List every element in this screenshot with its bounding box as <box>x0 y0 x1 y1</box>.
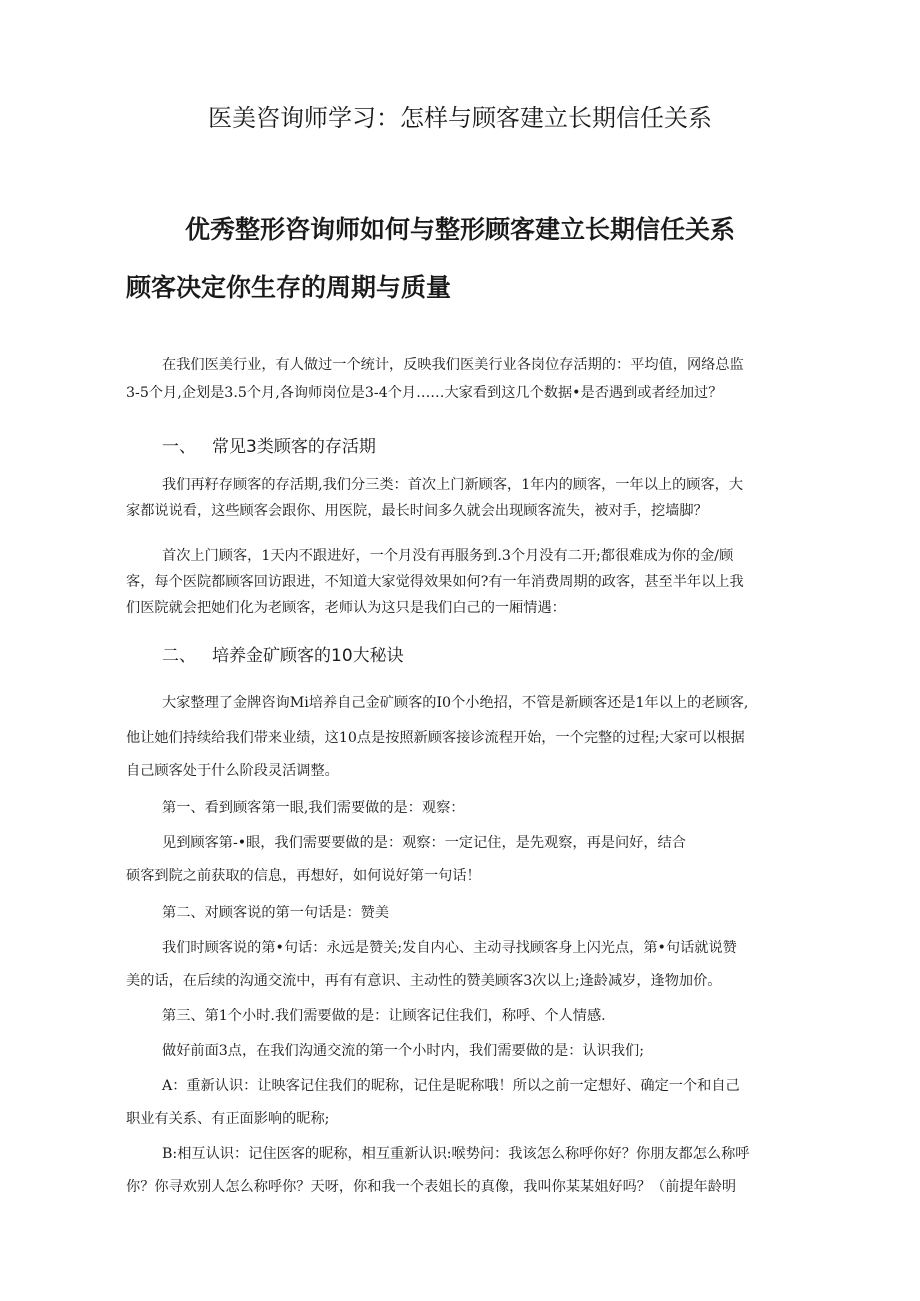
document-subheading: 顾客决定你生存的周期与质量 <box>126 273 452 302</box>
itemB-line-1: B:相互认识：记住医客的昵称，相互重新认识:喉势问：我该怎么称呼你好？你朋友都怎么称呼 <box>162 1146 750 1162</box>
itemA-line-1: A：重新认识：让映客记住我们的昵称，记住是昵称哦！所以之前一定想好、确定一个和自己 <box>162 1078 740 1094</box>
itemA-line-2: 职业有关系、有正面影响的昵称; <box>126 1111 330 1127</box>
intro-line-2: 3-5个月,企划是3.5个月,各询师岗位是3-4个月……大家看到这几个数据•是否遇到或者经加过？ <box>126 385 723 401</box>
s1p1-line-1: 我们再籽存顾客的存活期,我们分三类：首次上门新顾客，1年内的顾客，一年以上的顾客，大 <box>162 477 744 493</box>
item2-title: 第二、对顾客说的第一句话是：赞美 <box>162 905 390 921</box>
section-label: 培养金矿顾客的10大秘诀 <box>212 646 404 666</box>
item3-title: 第三、第1个小时.我们需要做的是：让顾客记住我们，称呼、个人情感. <box>162 1008 606 1024</box>
item2-line-2: 美的话，在后续的沟通交流中，再有有意识、主动性的赞美顾客3次以上;逢龄减岁，逢物加价。 <box>126 973 722 989</box>
item3-body: 做好前面3点，在我们沟通交流的第一个小时内，我们需要做的是：认识我们; <box>162 1043 644 1059</box>
section-heading-1 <box>162 432 376 457</box>
document-subtitle: 优秀整形咨询师如何与整形顾客建立长期信任关系 <box>184 215 735 244</box>
section-heading-2 <box>162 641 404 666</box>
s2p1-line-1: 大家整理了金牌咨询Mi培养自己金矿顾客的I0个小绝招，不管是新顾客还是1年以上的老顾客, <box>162 695 749 711</box>
intro-line-1: 在我们医美行业，有人做过一个统计，反映我们医美行业各岗位存活期的：平均值，网络总监 <box>162 357 744 373</box>
section-number: 二、 <box>162 646 196 666</box>
s2p1-line-3: 自己顾客处于什么阶段灵活调整。 <box>126 763 339 779</box>
s1p2-line-1: 首次上门顾客，1天内不跟进好，一个月没有再服务到.3个月没有二开;都很难成为你的金/顾 <box>162 548 734 564</box>
section-number: 一、 <box>162 437 196 457</box>
itemB-line-2: 你？你寻欢别人怎么称呼你？天呀，你和我一个表姐长的真像，我叫你某某姐好吗？（前提年龄明 <box>126 1179 737 1195</box>
s1p1-line-2: 家都说说看，这些顾客会跟你、用医院，最长时间多久就会出现顾客流失，被对手，挖墙脚？ <box>126 503 708 519</box>
document-title: 医美咨询师学习：怎样与顾客建立长期信任关系 <box>208 104 712 132</box>
item1-line-1: 见到顾客第-•眼，我们需要要做的是：观察：一定记住，是先观察，再是问好，结合 <box>162 835 686 851</box>
s1p2-line-3: 们医院就会把她们化为老顾客，老师认为这只是我们白己的一厢情遇： <box>126 600 566 616</box>
s1p2-line-2: 客，每个医院都顾客回访跟进，不知道大家觉得效果如何?有一年消费周期的政客，甚至半年以上我 <box>126 574 744 590</box>
section-label: 常见3类顾客的存活期 <box>212 437 376 457</box>
item2-line-1: 我们时顾客说的第•句话：永远是赞关;发自内心、主动寻找顾客身上闪光点，第•句话就说赞 <box>162 940 737 956</box>
s2p1-line-2: 他让她们持续给我们带来业绩，这10点是按照新顾客接诊流程开始，一个完整的过程;大家可以根据 <box>126 730 745 746</box>
item1-line-2: 硕客到院之前获取的信息，再想好，如何说好第一句话！ <box>126 868 481 884</box>
item1-title: 第一、看到顾客第一眼,我们需要做的是：观察： <box>162 800 465 816</box>
